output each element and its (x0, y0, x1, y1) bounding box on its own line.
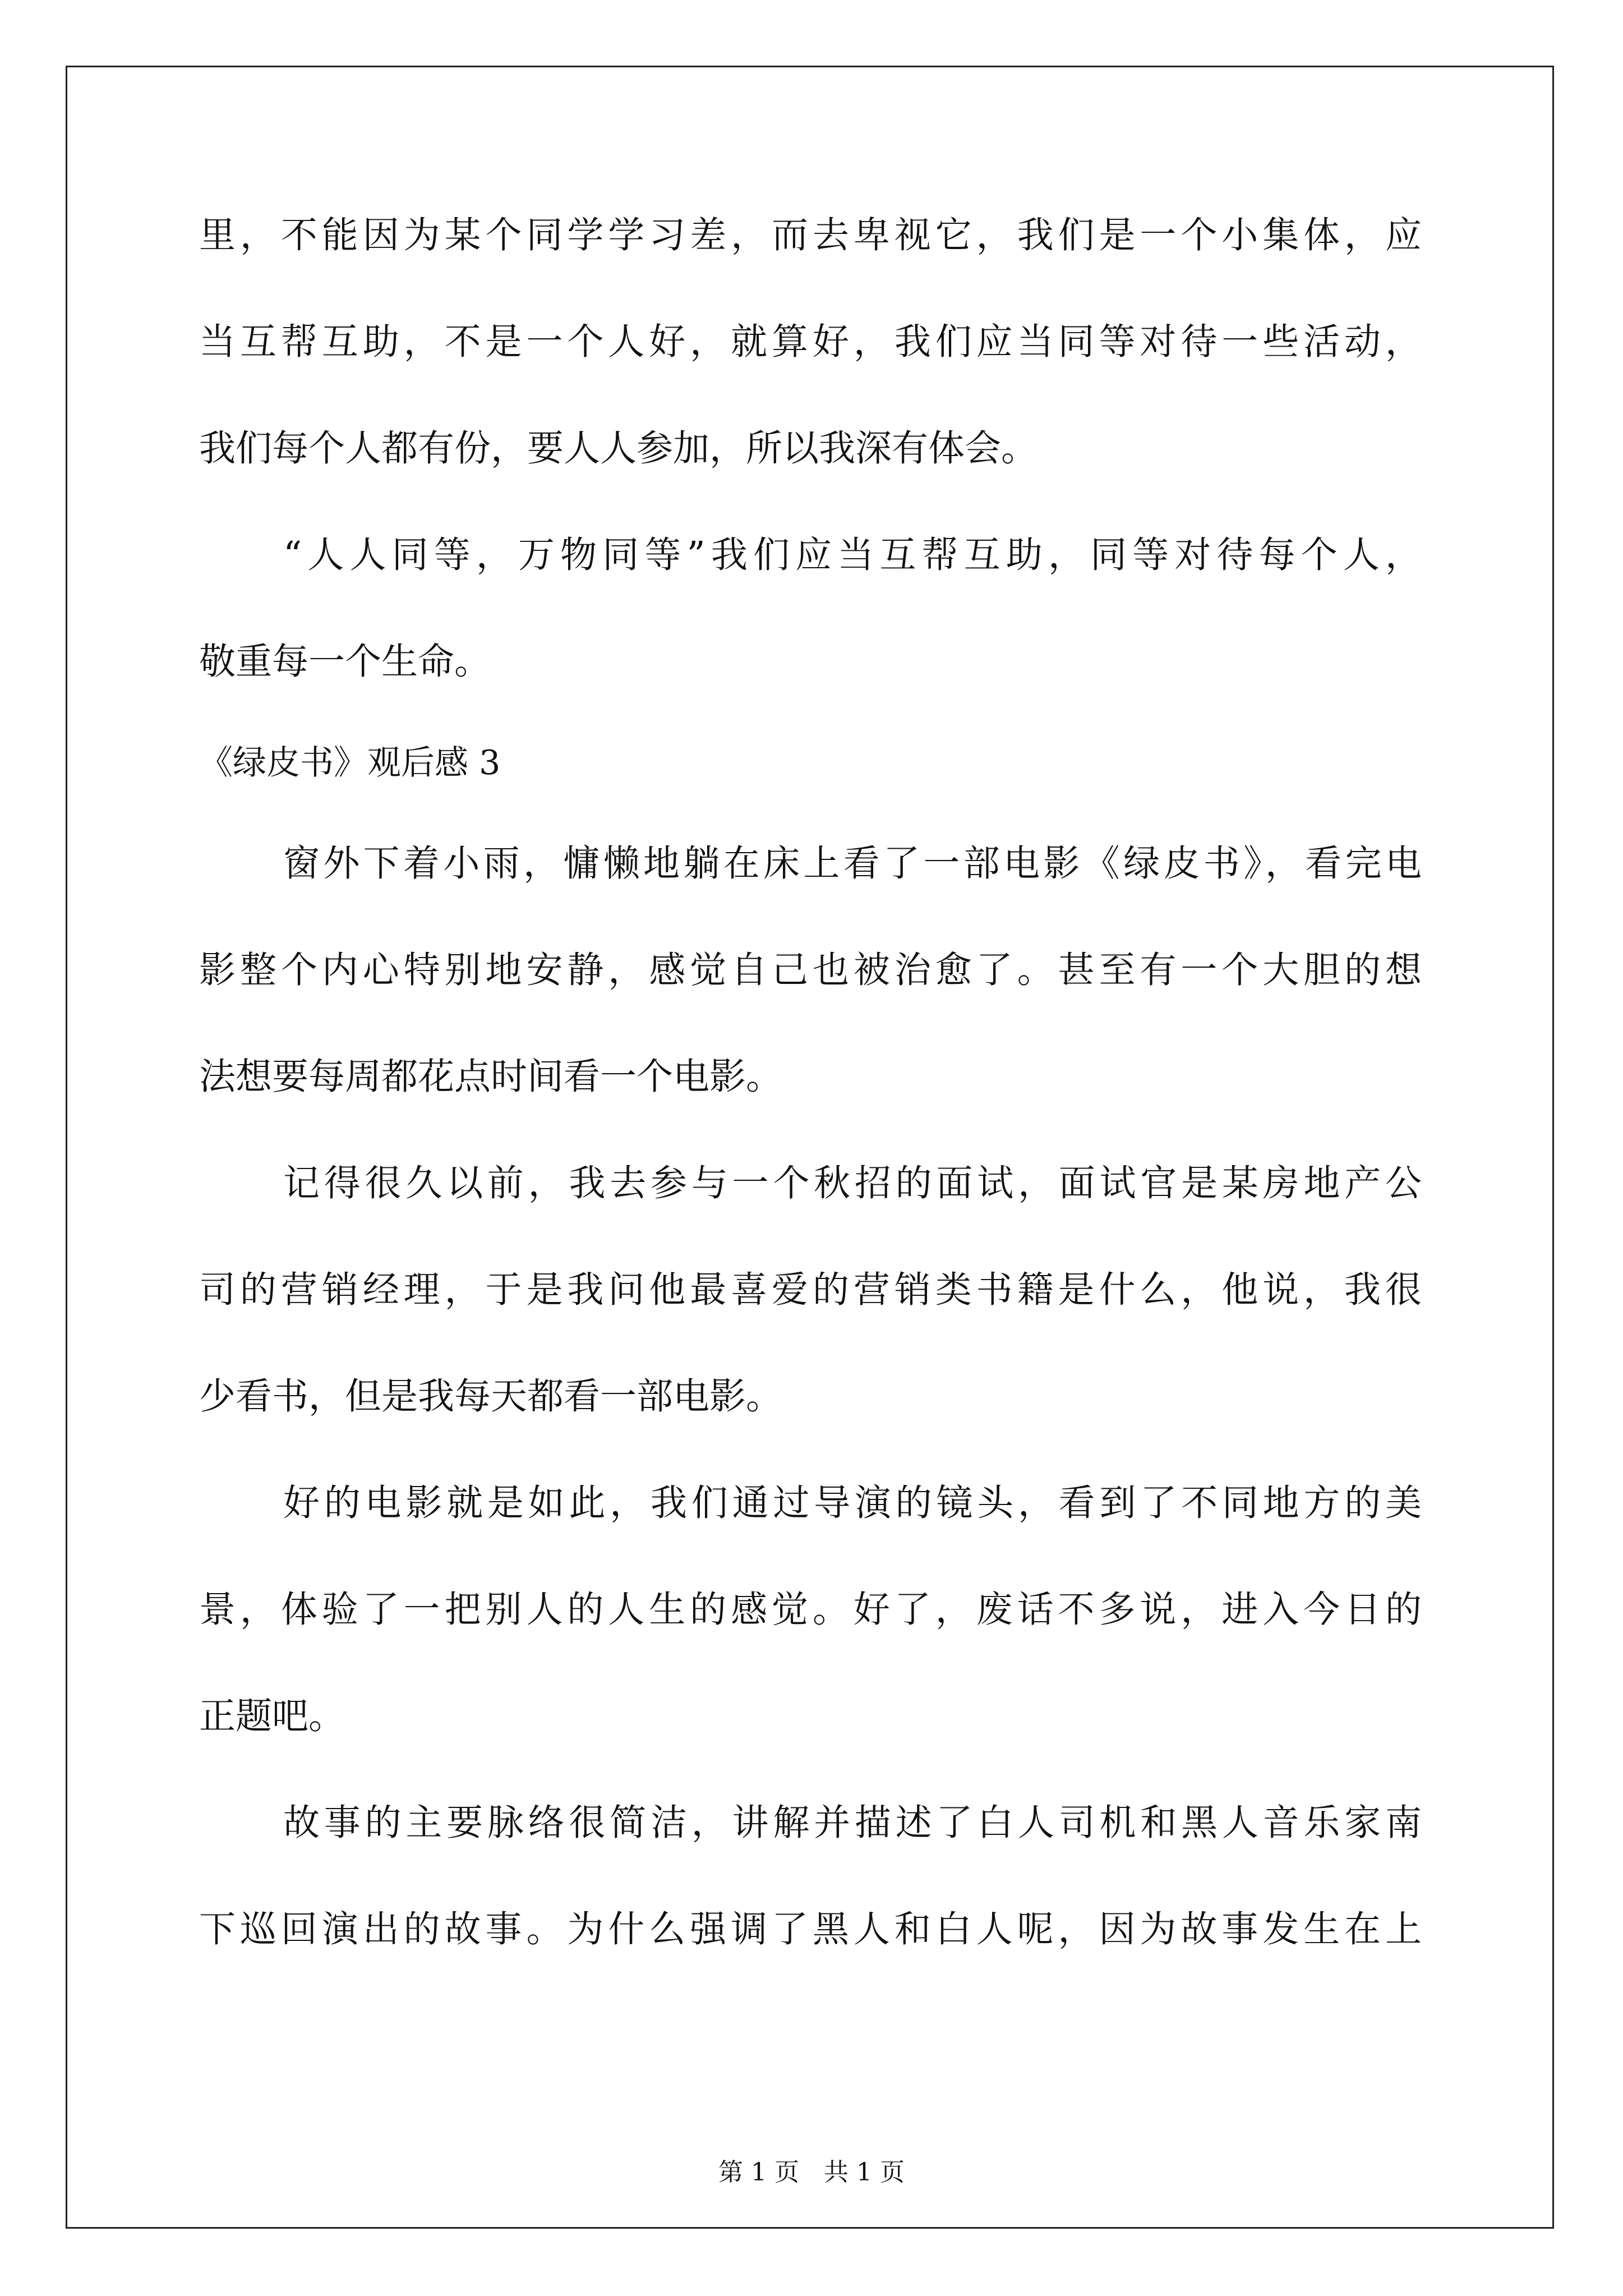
paragraph-line: 正题吧。 (199, 1695, 345, 1737)
page-footer: 第 1 页 共 1 页 (718, 2158, 905, 2187)
paragraph-line: 当互帮互助，不是一个人好，就算好，我们应当同等对待一些活动， (199, 321, 1422, 363)
paragraph-line: 景，体验了一把别人的人生的感觉。好了，废话不多说，进入今日的 (199, 1589, 1422, 1631)
paragraph-line: 司的营销经理，于是我问他最喜爱的营销类书籍是什么，他说，我很 (199, 1269, 1422, 1311)
paragraph-line: 我们每个人都有份，要人人参加，所以我深有体会。 (199, 427, 1038, 470)
paragraph-line: 记得很久以前，我去参与一个秋招的面试，面试官是某房地产公 (283, 1162, 1422, 1204)
paragraph-line: 少看书，但是我每天都看一部电影。 (199, 1375, 783, 1418)
paragraph-line: 敬重每一个生命。 (199, 641, 491, 683)
paragraph-line: 下巡回演出的故事。为什么强调了黑人和白人呢，因为故事发生在上 (199, 1908, 1422, 1950)
paragraph-line: 好的电影就是如此，我们通过导演的镜头，看到了不同地方的美 (283, 1482, 1422, 1524)
paragraph-line: 影整个内心特别地安静，感觉自己也被治愈了。甚至有一个大胆的想 (199, 949, 1422, 991)
section-heading: 《绿皮书》观后感 3 (199, 743, 501, 783)
paragraph-line: 里，不能因为某个同学学习差，而去卑视它，我们是一个小集体，应 (199, 214, 1422, 256)
page-border (66, 66, 1554, 2229)
paragraph-line: 法想要每周都花点时间看一个电影。 (199, 1056, 783, 1098)
paragraph-line: 故事的主要脉络很简洁，讲解并描述了白人司机和黑人音乐家南 (283, 1802, 1422, 1844)
paragraph-line: 窗外下着小雨，慵懒地躺在床上看了一部电影《绿皮书》，看完电 (283, 843, 1422, 885)
paragraph-line: “人人同等，万物同等”我们应当互帮互助，同等对待每个人， (283, 534, 1422, 576)
